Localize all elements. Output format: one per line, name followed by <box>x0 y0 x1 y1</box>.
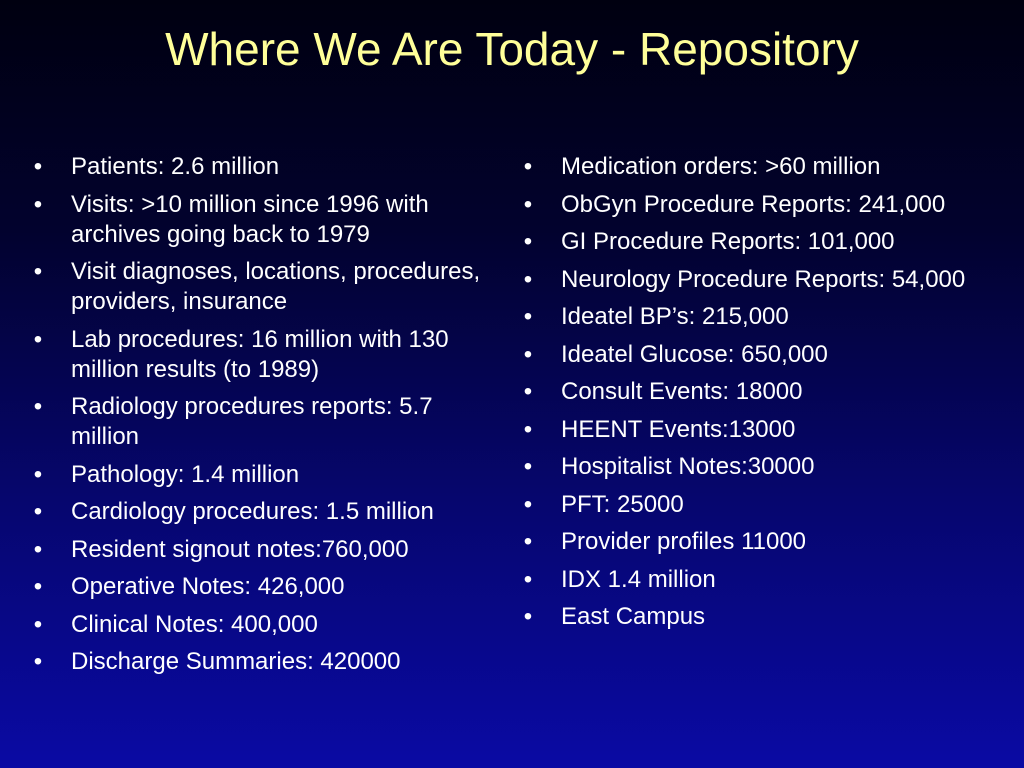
bullet-icon: • <box>33 190 43 218</box>
list-item-text: ObGyn Procedure Reports: 241,000 <box>561 190 946 218</box>
list-item <box>28 392 498 452</box>
bullet-icon: • <box>33 153 43 180</box>
list-item-text: Lab procedures: 16 million with 130 million results (to 1989) <box>71 325 449 383</box>
bullet-icon: • <box>523 453 533 480</box>
list-item-text: Ideatel Glucose: 650,000 <box>561 340 828 368</box>
list-item <box>28 325 498 385</box>
bullet-icon: • <box>33 498 43 525</box>
list-item <box>518 340 988 370</box>
list-item <box>518 527 988 557</box>
bullet-icon: • <box>33 460 43 488</box>
bullet-icon: • <box>523 190 533 218</box>
list-item-text: Provider profiles 11000 <box>561 528 807 555</box>
list-item <box>518 227 988 257</box>
list-item-text: Visit diagnoses, locations, procedures, providers, insurance <box>71 258 481 315</box>
bullet-icon: • <box>523 603 533 630</box>
list-item <box>28 460 498 490</box>
list-item-text: IDX 1.4 million <box>561 565 716 593</box>
list-item <box>518 152 988 182</box>
list-item <box>28 497 498 527</box>
list-item-text: Cardiology procedures: 1.5 million <box>71 498 434 525</box>
list-item-text: Ideatel BP’s: 215,000 <box>561 303 789 330</box>
bullet-icon: • <box>33 535 43 563</box>
list-item <box>518 302 988 332</box>
bullet-icon: • <box>523 378 533 405</box>
bullet-icon: • <box>33 325 43 353</box>
bullet-icon: • <box>523 303 533 330</box>
list-item-text: East Campus <box>561 603 706 630</box>
list-item-text: Medication orders: >60 million <box>561 153 881 180</box>
list-item <box>518 265 988 295</box>
list-item-text: GI Procedure Reports: 101,000 <box>561 228 895 255</box>
list-item <box>518 602 988 632</box>
bullet-icon: • <box>523 228 533 255</box>
list-item <box>518 415 988 445</box>
bullet-icon: • <box>523 265 533 293</box>
list-item <box>28 572 498 602</box>
left-bullet-list <box>28 152 498 685</box>
bullet-icon: • <box>33 573 43 600</box>
list-item-text: Visits: >10 million since 1996 with archives going back to 1979 <box>71 190 429 248</box>
list-item-text: Pathology: 1.4 million <box>71 460 300 488</box>
list-item-text: Radiology procedures reports: 5.7 million <box>71 393 433 450</box>
list-item-text: HEENT Events:13000 <box>561 415 796 443</box>
bullet-icon: • <box>523 415 533 443</box>
list-item <box>28 610 498 640</box>
list-item-text: Hospitalist Notes:30000 <box>561 453 815 480</box>
list-item-text: Operative Notes: 426,000 <box>71 573 345 600</box>
list-item <box>518 490 988 520</box>
list-item <box>518 452 988 482</box>
list-item-text: Neurology Procedure Reports: 54,000 <box>561 265 966 293</box>
list-item <box>28 152 498 182</box>
list-item <box>28 647 498 677</box>
bullet-icon: • <box>33 258 43 285</box>
slide-title: Where We Are Today - Repository <box>165 23 859 75</box>
list-item-text: Consult Events: 18000 <box>561 378 803 405</box>
bullet-icon: • <box>523 490 533 518</box>
bullet-icon: • <box>33 610 43 638</box>
bullet-icon: • <box>33 393 43 420</box>
list-item-text: Patients: 2.6 million <box>71 153 280 180</box>
list-item <box>518 565 988 595</box>
list-item <box>518 190 988 220</box>
list-item <box>518 377 988 407</box>
list-item <box>28 257 498 317</box>
bullet-icon: • <box>33 648 43 675</box>
bullet-icon: • <box>523 528 533 555</box>
list-item-text: Resident signout notes:760,000 <box>71 535 409 563</box>
list-item-text: PFT: 25000 <box>561 490 684 518</box>
bullet-icon: • <box>523 565 533 593</box>
right-bullet-list <box>518 152 988 640</box>
bullet-icon: • <box>523 340 533 368</box>
bullet-icon: • <box>523 153 533 180</box>
list-item <box>28 535 498 565</box>
list-item-text: Discharge Summaries: 420000 <box>71 648 401 675</box>
list-item-text: Clinical Notes: 400,000 <box>71 610 318 638</box>
list-item <box>28 190 498 250</box>
